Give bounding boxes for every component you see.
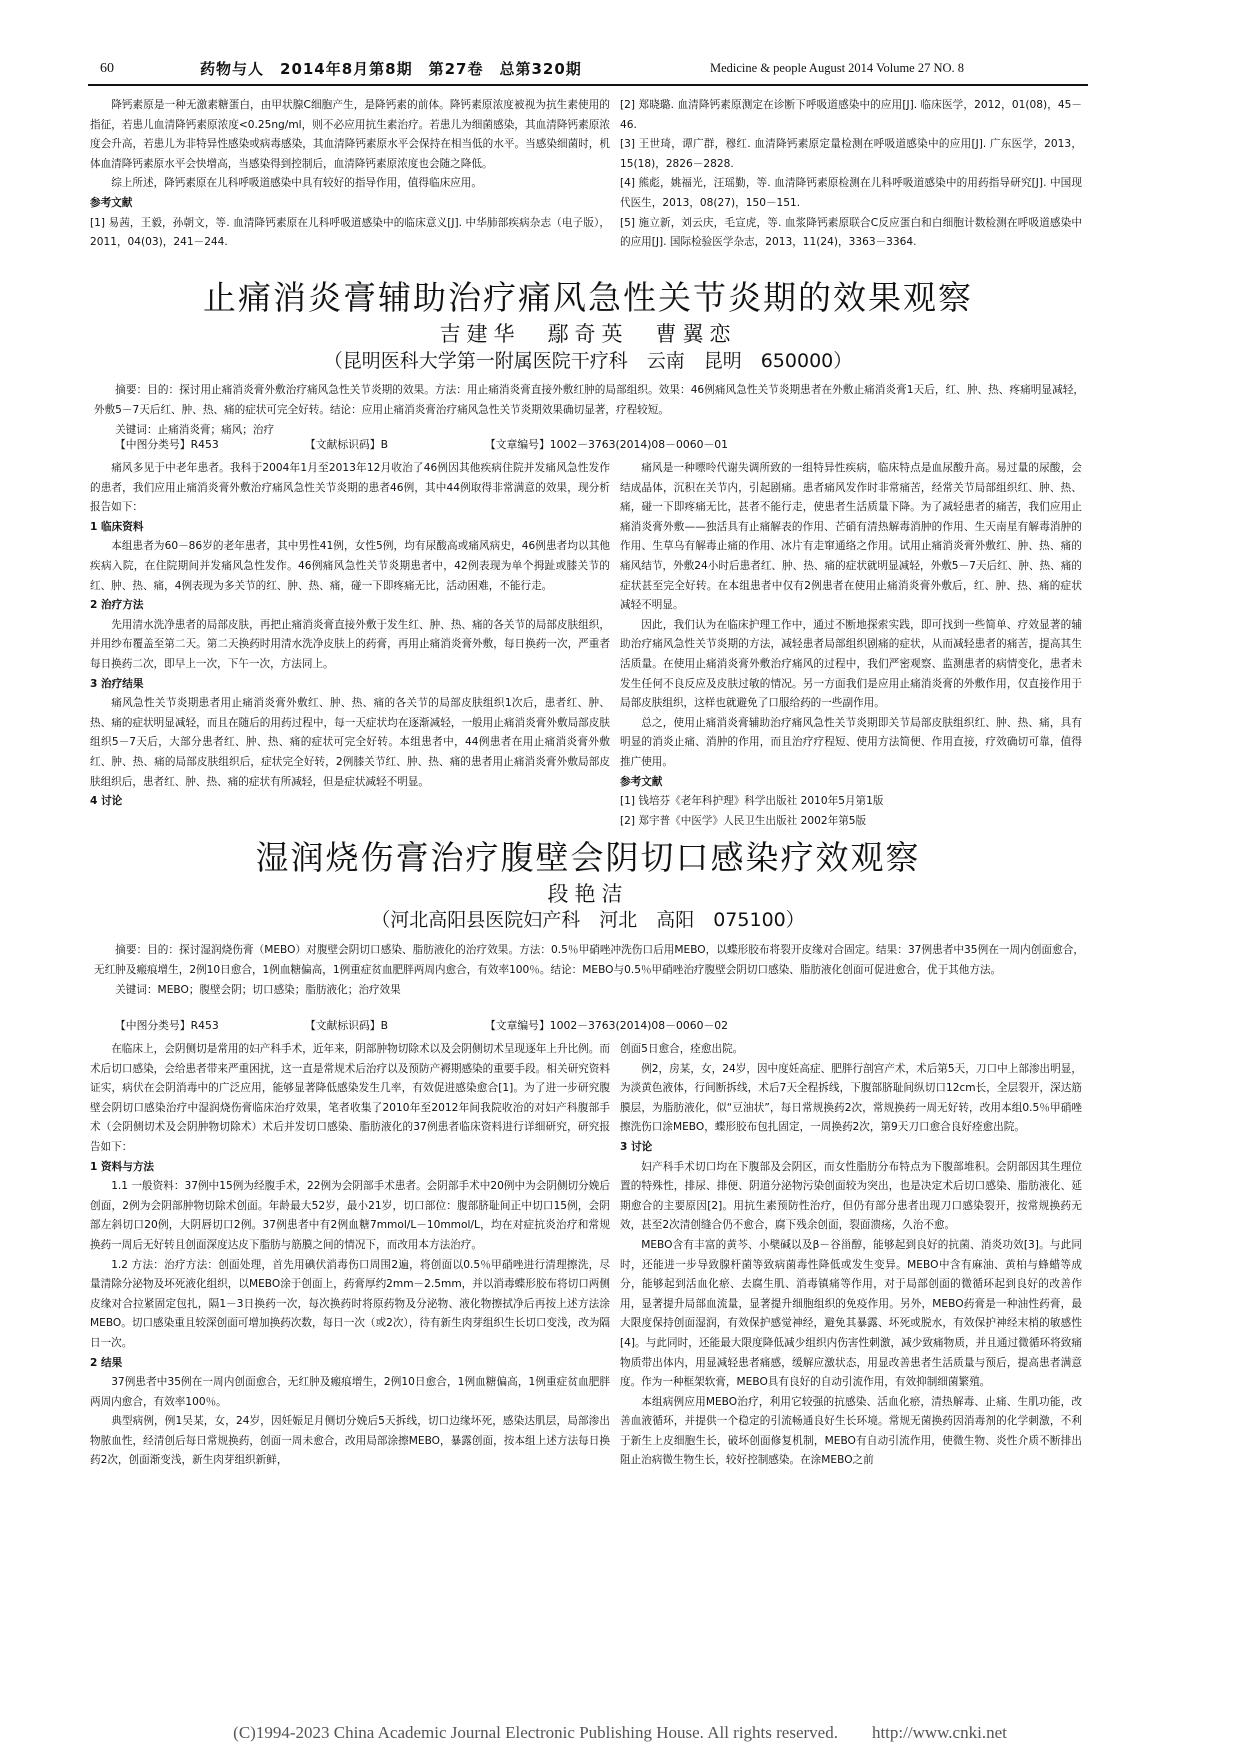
running-header xyxy=(88,58,1088,86)
document-code: 【文献标识码】B xyxy=(305,1019,388,1032)
body-paragraph: 痛风急性关节炎期患者用止痛消炎膏外敷红、肿、热、痛的各关节的局部皮肤组织1次后，患者红、肿、热、痛的症状明显减轻，而且在随后的用药过程中，每一天症状均在逐渐减轻，一般用止痛消炎膏外敷局部皮肤组织5－7天后，大部分患者红、肿、热、痛的症状可完全好转。本组患者中，44例患者在用止痛消炎膏外敷红、肿、热、痛的局部皮肤组织后，症状完全好转，2例膝关节红、肿、热、痛的患者用止痛消炎膏外敷局部皮肤组织后，患者红、肿、热、痛的症状有所减轻，但是症状减轻不明显。 xyxy=(90,697,610,788)
keywords: 关键词：MEBO；腹壁会阴；切口感染；脂肪液化；治疗效果 xyxy=(115,984,401,996)
body-paragraph: 1.2 方法：治疗方法：创面处理，首先用碘伏消毒伤口周围2遍，将创面以0.5％甲硝唑进行清理擦洗，尽量清除分泌物及坏死液化组织，以MEBO涂于创面上，药膏厚约2mm－2.5mm，并以消毒蝶形胶布将切口两侧皮缘对合拉紧固定包扎，隔1－3日换药一次，每次换药时将原药物及分泌物、液化物擦拭净后再按上述方法涂MEBO。切口感染重且较深创面可增加换药次数，每日一次（或2次），待有新生肉芽组织生长切口变浅，改为隔日一次。 xyxy=(90,1258,611,1349)
reference-item: [1] 钱培芬《老年科护理》科学出版社 2010年5月第1版 xyxy=(620,795,884,808)
body-paragraph: 妇产科手术切口均在下腹部及会阴区，而女性脂肪分布特点为下腹部堆积。会阴部因其生理位置的特殊性，排尿、排便、阴道分泌物污染创面较为突出，也是决定术后切口感染、脂肪液化、延期愈合的主要原因[2]。用抗生素预防性治疗，但仍有部分患者出现刀口感染裂开，按常规换药无效，甚至2次清创缝合仍不愈合，腐下残余创面，裂面溃疡，久治不愈。 xyxy=(620,1160,1082,1232)
reference-item: [4] 熊彪，姚福光，汪瑶勤，等. 血清降钙素原检测在儿科呼吸道感染中的用药指导研究[J]. 中国现代医生，2013，08(27)，150－151. xyxy=(620,177,1082,209)
document-code: 【文献标识码】B xyxy=(305,438,388,451)
abstract: 摘要：目的：探讨湿润烧伤膏（MEBO）对腹壁会阴切口感染、脂肪液化的治疗效果。方法：0.5％甲硝唑冲洗伤口后用MEBO，以蝶形胶布将裂开皮缘对合固定。结果：37例患者中35例在一周内创面愈合，无红肿及瘢痕增生，2例10日愈合，1例血糖偏高，1例重症贫血肥胖两周内愈合，有效率100％。结论：MEBO与0.5％甲硝唑治疗腹壁会阴切口感染、脂肪液化创面可促进愈合，优于其他方法。 xyxy=(94,944,1084,976)
prev-paragraph: 综上所述，降钙素原在儿科呼吸道感染中具有较好的指导作用，值得临床应用。 xyxy=(111,177,482,190)
article-authors: 吉建华 鄢奇英 曹翼恋 xyxy=(439,322,737,346)
abstract: 摘要：目的：探讨用止痛消炎膏外敷治疗痛风急性关节炎期的效果。方法：用止痛消炎膏直接外敷红肿的局部组织。效果：46例痛风急性关节炎期患者在外敷止痛消炎膏1天后，红、肿、热、疼痛明显减轻，外敷5－7天后红、肿、热、痛的症状可完全好转。结论：应用止痛消炎膏治疗痛风急性关节炎期效果确切显著，疗程较短。 xyxy=(94,384,1084,416)
body-paragraph: 在临床上，会阴侧切是常用的妇产科手术，近年来，阴部肿物切除术以及会阴侧切术呈现逐年上升比例。而术后切口感染，会给患者带来严重困扰，这一直是常规术后治疗以及预防产褥期感染的重要手段。相关研究资料证实，病伏在会阴消毒中的广泛应用，能够显著降低感染发生几率，有效促进感染愈合[1]。为了进一步研究腹壁会阴切口感染治疗中湿润烧伤膏临床治疗效果，笔者收集了2010年至2012年间我院收治的对妇产科腹部手术（会阴侧切术及会阴肿物切除术）术后并发切口感染、脂肪液化的37例患者临床资料进行详细研究，研究报告如下： xyxy=(90,1043,610,1153)
reference-item: [3] 王世琦，谭广群，穆红. 血清降钙素原定量检测在呼吸道感染中的应用[J]. 广东医学，2013，15(18)，2826－2828. xyxy=(620,138,1082,170)
article-title: 湿润烧伤膏治疗腹壁会阴切口感染疗效观察 xyxy=(255,838,921,877)
section-heading: 4 讨论 xyxy=(90,795,123,808)
references-heading: 参考文献 xyxy=(620,775,663,788)
body-paragraph: 本组病例应用MEBO治疗，利用它较强的抗感染、活血化瘀，清热解毒、止痛、生肌功能，改善血液循环，并提供一个稳定的引流畅通良好生长环境。常规无菌换药因消毒剂的化学刺激，不利于新生上皮细胞生长，破坏创面修复机制，MEBO有自动引流作用，使微生物、炎性介质不断排出阻止治病微生物生长，较好控制感染。在涂MEBO之前 xyxy=(620,1395,1082,1467)
header-rule xyxy=(88,84,1088,86)
body-paragraph: 先用清水洗净患者的局部皮肤，再把止痛消炎膏直接外敷于发生红、肿、热、痛的各关节的局部皮肤组织，并用纱布覆盖至第二天。第二天换药时用清水洗净皮肤上的药膏，再用止痛消炎膏外敷，每日换药一次，严重者每日换药二次，即早上一次，下午一次，方法同上。 xyxy=(90,618,610,670)
body-paragraph: 37例患者中35例在一周内创面愈合，无红肿及瘢痕增生，2例10日愈合，1例血糖偏高，1例重症贫血肥胖两周内愈合，有效率100％。 xyxy=(90,1376,610,1408)
section-heading: 3 讨论 xyxy=(620,1140,653,1153)
section-heading: 1 资料与方法 xyxy=(90,1160,155,1173)
keywords: 关键词：止痛消炎膏；痛风；治疗 xyxy=(115,424,275,436)
article-number: 【文章编号】1002－3763(2014)08－0060－02 xyxy=(485,1019,728,1032)
body-paragraph: 痛风是一种嘌呤代谢失调所致的一组特异性疾病，临床特点是血尿酸升高。易过量的尿酸，会结成晶体，沉积在关节内，引起剧痛。患者痛风发作时非常痛苦，经常关节局部组织红、肿、热、痛，碰一下即疼痛无比，甚者不能行走，使患者生活质量下降。为了减轻患者的痛苦，我们应用止痛消炎膏外敷——独活具有止痛解表的作用、芒硝有清热解毒消肿的作用、生天南星有解毒消肿的作用、生草乌有解毒止痛的作用、冰片有走窜通络之作用。试用止痛消炎膏外敷红、肿、热、痛的痛风结节，外敷24小时后患者红、肿、热、痛的症状就明显减轻，外敷5－7天后红、肿、热、痛的症状甚至完全好转。在本组患者中仅有2例患者在使用止痛消炎膏外敷后，红、肿、热、痛的症状减轻不明显。 xyxy=(620,462,1082,612)
body-paragraph: 例2，房某，女，24岁，因中度妊高症、肥胖行剖宫产术，术后第5天，刀口中上部渗出明显，为淡黄色液体，行间断拆线，术后7天全程拆线，下腹部脐耻间纵切口12cm长，全层裂开，深达筋膜层，为脂肪液化，似“豆油状”，每日常规换药2次，常规换药一周无好转，改用本组0.5％甲硝唑擦洗伤口涂MEBO，蝶形胶布包扎固定，一周换药2次，第9天刀口愈合良好痊愈出院。 xyxy=(620,1062,1082,1134)
journal-title-en: Medicine & people August 2014 Volume 27 NO. 8 xyxy=(710,61,965,75)
article-affiliation: （河北高阳县医院妇产科 河北 高阳 075100） xyxy=(371,909,805,931)
page-number: 60 xyxy=(100,61,114,76)
reference-item: [2] 郑晓璐. 血清降钙素原测定在诊断下呼吸道感染中的应用[J]. 临床医学，2012，01(08)，45－46. xyxy=(620,99,1082,131)
section-heading: 1 临床资料 xyxy=(90,520,144,533)
article-title: 止痛消炎膏辅助治疗痛风急性关节炎期的效果观察 xyxy=(203,278,973,317)
reference-item: [1] 易茜，王毅，孙朝文，等. 血清降钙素原在儿科呼吸道感染中的临床意义[J]. 中华肺部疾病杂志（电子版），2011，04(03)，241－244. xyxy=(90,216,610,249)
body-paragraph: 1.1 一般资料：37例中15例为经腹手术，22例为会阴部手术患者。会阴部手术中20例中为会阴侧切分娩后创面，2例为会阴部肿物切除术创面。年龄最大52岁，最小21岁，切口部位：腹部脐耻间正中切口15例，会阴部左斜切口20例，大阴唇切口2例。37例患者中有2例血糖7mmol/L－10mmol/L，均在对症抗炎治疗和常规换药一周后无好转且创面深度达皮下脂肪与筋膜之间的情况下，而改用本方法治疗。 xyxy=(90,1180,610,1251)
article1-right-column xyxy=(620,459,1082,831)
body-paragraph: 因此，我们认为在临床护理工作中，通过不断地探索实践，即可找到一些简单、疗效显著的辅助治疗痛风急性关节炎期的方法，减轻患者局部组织剧痛的症状，从而减轻患者的痛苦，提高其生活质量。在使用止痛消炎膏外敷治疗痛风的过程中，我们严密观察、监测患者的病情变化，患者未发生任何不良反应及皮肤过敏的情况。另一方面我们是应用止痛消炎膏的外敷作用，仅直接作用于局部皮肤组织，这样也就避免了口服给药的一些副作用。 xyxy=(620,618,1082,710)
body-paragraph: 创面5日愈合，痊愈出院。 xyxy=(620,1043,744,1055)
body-paragraph: 本组患者为60－86岁的老年患者，其中男性41例，女性5例，均有尿酸高或痛风病史，46例患者均以其他疾病入院，在住院期间并发痛风急性发作。46例痛风急性关节炎期患者中，42例表现为单个拇趾或膝关节的红、肿、热、痛，4例表现为多关节的红、肿、热、痛，碰一下即疼痛无比，活动困难，不能行走。 xyxy=(90,540,610,592)
journal-title-cn: 药物与人 2014年8月第8期 第27卷 总第320期 xyxy=(200,60,582,78)
article-affiliation: （昆明医科大学第一附属医院干疗科 云南 昆明 650000） xyxy=(323,350,853,372)
reference-item: [2] 郑宇普《中医学》人民卫生出版社 2002年第5版 xyxy=(620,814,867,827)
article2-right-column xyxy=(620,1040,1082,1471)
class-number: 【中图分类号】R453 xyxy=(115,1019,219,1032)
article1-left-column xyxy=(90,459,610,812)
article2-left-column xyxy=(90,1040,610,1471)
copyright-footer: (C)1994-2023 China Academic Journal Electronic Publishing House. All rights reserved. http://www.cnki.net xyxy=(233,1723,1007,1742)
class-number: 【中图分类号】R453 xyxy=(115,438,219,451)
article-authors: 段艳洁 xyxy=(547,882,629,906)
abstract-block xyxy=(94,380,1084,440)
body-paragraph: MEBO含有丰富的黄芩、小檗碱以及β－谷甾醇，能够起到良好的抗菌、消炎功效[3]。与此同时，还能进一步导致腺杆菌等致病菌毒性降低或发生变异。MEBO中含有麻油、黄柏与蜂蜡等成分，能够起到活血化瘀、去腐生肌、消毒镇痛等作用，对于局部创面的微循环起到良好的改善作用，显著提升局部血流量，显著提升细胞组织的免疫作用。另外，MEBO药膏是一种油性药膏，最大限度保持创面湿润，有效保护感觉神经，避免其暴露、坏死或脱水，有效保护神经末梢的敏感性[4]。与此同时，还能最大限度降低减少组织内伤害性刺激，减少致痛物质，并且通过微循环将致痛物质带出体内，用显减轻患者痛感，缓解应激状态，用显改善患者生活质量与预后，提高患者满意度。作为一种框架软膏，MEBO具有良好的自动引流作用，有效抑制细菌繁殖。 xyxy=(620,1238,1082,1389)
reference-item: [5] 施立新，刘云庆，毛宣虎，等. 血浆降钙素原联合C反应蛋白和白细胞计数检测在呼吸道感染中的应用[J]. 国际检验医学杂志，2013，11(24)，3363－3364. xyxy=(620,216,1082,249)
abstract-block xyxy=(94,940,1084,1000)
article-number: 【文章编号】1002－3763(2014)08－0060－01 xyxy=(485,438,728,451)
body-paragraph: 典型病例，例1吴某，女，24岁，因妊娠足月侧切分娩后5天拆线，切口边缘坏死，感染达肌层，局部渗出物脓血性，经清创后每日常规换药，创面一周未愈合，改用局部涂擦MEBO，暴露创面，按本组上述方法每日换药2次，创面渐变浅，新生肉芽组织新鲜， xyxy=(90,1415,610,1467)
body-paragraph: 总之，使用止痛消炎膏辅助治疗痛风急性关节炎期即关节局部皮肤组织红、肿、热、痛，具有明显的消炎止痛、消肿的作用，而且治疗疗程短、使用方法简便、作用直接，疗效确切可靠，值得推广使用。 xyxy=(620,716,1082,768)
body-paragraph: 痛风多见于中老年患者。我科于2004年1月至2013年12月收治了46例因其他疾病住院并发痛风急性发作的患者，我们应用止痛消炎膏外敷治疗痛风急性关节炎期的患者46例，其中44例取得非常满意的效果，现分析报告如下： xyxy=(90,462,610,514)
prev-article-right-column xyxy=(620,96,1082,253)
section-heading: 3 治疗结果 xyxy=(90,677,144,690)
prev-article-left-column xyxy=(90,96,610,253)
references-heading: 参考文献 xyxy=(90,196,133,209)
prev-paragraph: 降钙素原是一种无激素糖蛋白，由甲状腺C细胞产生，是降钙素的前体。降钙素原浓度被视为抗生素使用的指征，若患儿血清降钙素原浓度<0.25ng/ml，则不必应用抗生素治疗。若患儿为细菌感染，其血清降钙素原浓度会升高，若患儿为非特异性感染或病毒感染，其血清降钙素原水平会保持在相当低的水平。当感染细菌时，机体血清降钙素原水平会快增高，当感染得到控制后，血清降钙素原浓度也会随之降低。 xyxy=(90,99,610,170)
section-heading: 2 治疗方法 xyxy=(90,599,144,612)
section-heading: 2 结果 xyxy=(90,1356,123,1369)
